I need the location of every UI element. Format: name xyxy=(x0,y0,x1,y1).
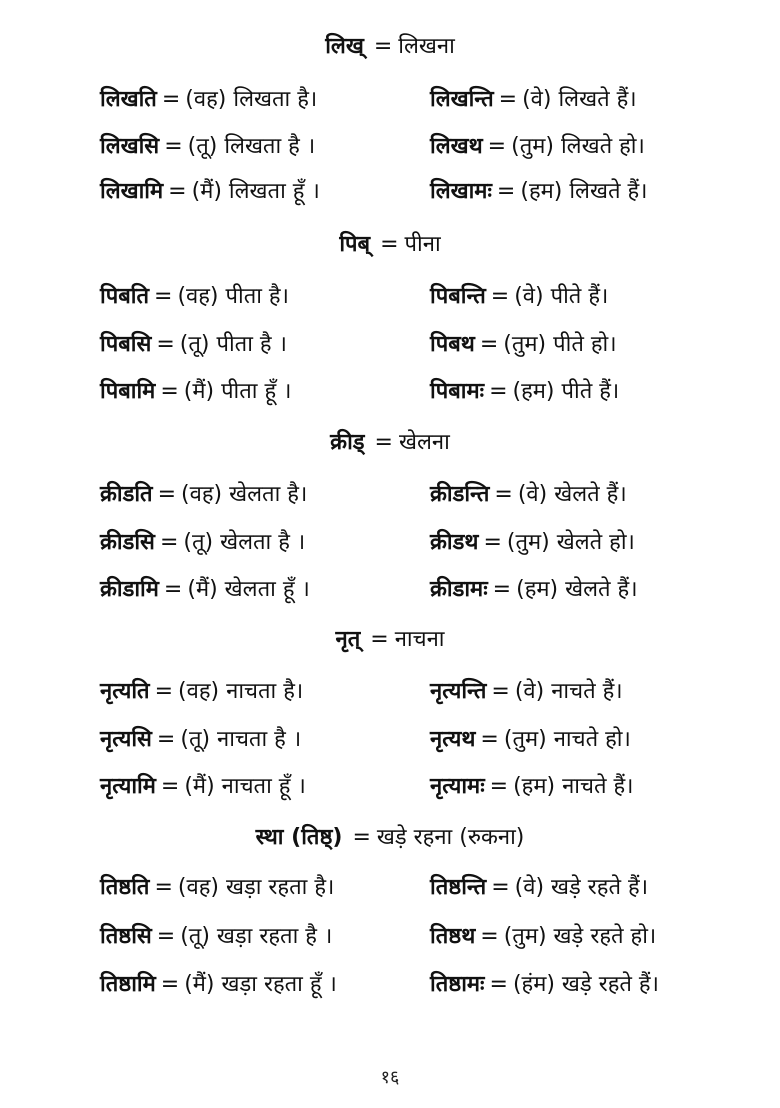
equals-sign: = xyxy=(154,679,174,704)
verb-gloss: (तुम) खड़े रहते हो। xyxy=(503,924,657,949)
verb-form: पिबन्ति xyxy=(430,284,486,309)
verb-meaning: पीना xyxy=(404,232,441,257)
equals-sign: = xyxy=(352,825,371,850)
verb-form: तिष्ठति xyxy=(100,875,150,900)
conjugation-row xyxy=(100,131,315,163)
equals-sign: = xyxy=(163,577,183,602)
verb-gloss: (वह) नाचता है। xyxy=(178,679,304,704)
verb-gloss: (वे) खेलते हैं। xyxy=(517,482,627,507)
equals-sign: = xyxy=(489,379,508,404)
verb-gloss: (तुम) पीते हो। xyxy=(503,332,617,357)
verb-root: नृत् xyxy=(335,627,361,652)
equals-sign: = xyxy=(156,924,176,949)
conjugation-row xyxy=(100,527,305,559)
verb-form: नृत्यामि xyxy=(100,774,156,799)
verb-form: लिखथ xyxy=(430,134,483,159)
verb-gloss: (वे) खड़े रहते हैं। xyxy=(514,875,649,900)
verb-form: नृत्यथ xyxy=(430,727,476,752)
verb-form: नृत्यन्ति xyxy=(430,679,487,704)
verb-root: पिब् xyxy=(339,232,371,257)
verb-form: लिखसि xyxy=(100,134,160,159)
equals-sign: = xyxy=(480,924,499,949)
conjugation-row xyxy=(430,281,608,313)
verb-form: क्रीडति xyxy=(100,482,153,507)
verb-gloss: (तू) नाचता है । xyxy=(180,727,302,752)
section-heading xyxy=(0,427,780,459)
conjugation-row xyxy=(100,574,310,606)
conjugation-row xyxy=(100,921,332,953)
verb-form: नृत्यसि xyxy=(100,727,152,752)
verb-root: क्रीड् xyxy=(330,430,365,455)
verb-form: लिखन्ति xyxy=(430,87,494,112)
verb-gloss: (तू) खेलता है । xyxy=(183,530,306,555)
verb-gloss: (मैं) खेलता हूँ । xyxy=(187,577,310,602)
equals-sign: = xyxy=(374,430,393,455)
verb-gloss: (तुम) नाचते हो। xyxy=(503,727,631,752)
conjugation-row xyxy=(430,969,659,1001)
verb-gloss: (वह) खड़ा रहता है। xyxy=(177,875,335,900)
equals-sign: = xyxy=(160,972,180,997)
verb-gloss: (तुम) खेलते हो। xyxy=(506,530,635,555)
equals-sign: = xyxy=(487,134,507,159)
conjugation-row xyxy=(430,131,645,163)
verb-root: लिख् xyxy=(325,34,364,59)
equals-sign: = xyxy=(154,875,173,900)
equals-sign: = xyxy=(160,774,180,799)
verb-gloss: (वह) लिखता है। xyxy=(185,87,318,112)
equals-sign: = xyxy=(161,87,181,112)
verb-form: तिष्ठथ xyxy=(430,924,476,949)
verb-form: तिष्ठामः xyxy=(430,972,485,997)
equals-sign: = xyxy=(494,482,513,507)
equals-sign: = xyxy=(370,627,389,652)
verb-meaning: खेलना xyxy=(398,430,450,455)
conjugation-row xyxy=(100,771,306,803)
verb-form: क्रीडामः xyxy=(430,577,488,602)
verb-gloss: (हम) नाचते हैं। xyxy=(513,774,634,799)
page-number: १६ xyxy=(380,1067,400,1088)
verb-form: लिखामः xyxy=(430,179,492,204)
equals-sign: = xyxy=(490,284,510,309)
verb-gloss: (मैं) लिखता हूँ । xyxy=(191,179,320,204)
conjugation-row xyxy=(100,376,292,408)
equals-sign: = xyxy=(489,774,509,799)
verb-gloss: (मैं) खड़ा रहता हूँ । xyxy=(184,972,337,997)
verb-form: तिष्ठामि xyxy=(100,972,156,997)
conjugation-row xyxy=(430,376,619,408)
equals-sign: = xyxy=(157,482,177,507)
verb-root: स्था (तिष्ठ्) xyxy=(255,825,343,850)
verb-gloss: (वह) खेलता है। xyxy=(181,482,308,507)
verb-form: तिष्ठसि xyxy=(100,924,152,949)
verb-form: पिबामि xyxy=(100,379,156,404)
conjugation-row xyxy=(100,176,320,208)
equals-sign: = xyxy=(168,179,187,204)
equals-sign: = xyxy=(159,530,179,555)
section-heading xyxy=(0,31,780,63)
conjugation-row xyxy=(100,872,334,904)
verb-gloss: (तुम) लिखते हो। xyxy=(511,134,645,159)
verb-gloss: (मैं) पीता हूँ । xyxy=(183,379,292,404)
conjugation-row xyxy=(430,724,631,756)
equals-sign: = xyxy=(491,679,510,704)
verb-form: लिखति xyxy=(100,87,157,112)
conjugation-row xyxy=(100,281,289,313)
verb-form: पिबथ xyxy=(430,332,475,357)
verb-form: नृत्यामः xyxy=(430,774,485,799)
equals-sign: = xyxy=(164,134,183,159)
verb-form: क्रीडन्ति xyxy=(430,482,490,507)
verb-gloss: (वे) लिखते हैं। xyxy=(522,87,637,112)
verb-gloss: (वे) नाचते हैं। xyxy=(514,679,623,704)
verb-form: लिखामि xyxy=(100,179,164,204)
conjugation-row xyxy=(430,527,635,559)
verb-form: क्रीडथ xyxy=(430,530,479,555)
equals-sign: = xyxy=(492,577,512,602)
conjugation-row xyxy=(430,479,627,511)
conjugation-row xyxy=(430,176,648,208)
conjugation-row xyxy=(100,969,337,1001)
verb-gloss: (तू) खड़ा रहता है । xyxy=(180,924,333,949)
verb-meaning: नाचना xyxy=(394,627,445,652)
equals-sign: = xyxy=(491,875,510,900)
verb-form: पिबसि xyxy=(100,332,152,357)
conjugation-row xyxy=(430,84,637,116)
conjugation-row xyxy=(100,724,301,756)
equals-sign: = xyxy=(380,232,399,257)
verb-gloss: (वह) पीता है। xyxy=(177,284,289,309)
equals-sign: = xyxy=(154,284,173,309)
verb-meaning: लिखना xyxy=(398,34,455,59)
conjugation-row xyxy=(430,574,638,606)
verb-gloss: (मैं) नाचता हूँ । xyxy=(184,774,306,799)
verb-form: क्रीडामि xyxy=(100,577,159,602)
equals-sign: = xyxy=(156,727,176,752)
equals-sign: = xyxy=(496,179,516,204)
equals-sign: = xyxy=(160,379,179,404)
equals-sign: = xyxy=(373,34,393,59)
conjugation-row xyxy=(100,329,287,361)
equals-sign: = xyxy=(483,530,502,555)
section-heading xyxy=(0,229,780,261)
conjugation-row xyxy=(100,479,307,511)
conjugation-row xyxy=(430,872,648,904)
equals-sign: = xyxy=(489,972,508,997)
equals-sign: = xyxy=(479,332,499,357)
equals-sign: = xyxy=(498,87,518,112)
verb-gloss: (वे) पीते हैं। xyxy=(514,284,609,309)
equals-sign: = xyxy=(480,727,499,752)
conjugation-row xyxy=(430,676,623,708)
equals-sign: = xyxy=(156,332,175,357)
verb-form: क्रीडसि xyxy=(100,530,155,555)
conjugation-row xyxy=(430,329,617,361)
verb-meaning: खड़े रहना (रुकना) xyxy=(376,825,525,850)
conjugation-row xyxy=(430,771,634,803)
conjugation-row xyxy=(100,676,303,708)
verb-form: नृत्यति xyxy=(100,679,150,704)
verb-gloss: (हम) लिखते हैं। xyxy=(520,179,648,204)
conjugation-row xyxy=(430,921,656,953)
section-heading xyxy=(0,822,780,854)
verb-gloss: (हम) खेलते हैं। xyxy=(516,577,638,602)
verb-gloss: (तू) पीता है । xyxy=(179,332,287,357)
verb-form: पिबति xyxy=(100,284,149,309)
section-heading xyxy=(0,624,780,656)
conjugation-row xyxy=(100,84,317,116)
verb-form: पिबामः xyxy=(430,379,485,404)
verb-gloss: (तू) लिखता है । xyxy=(187,134,316,159)
verb-gloss: (हंम) खड़े रहते हैं। xyxy=(512,972,659,997)
verb-form: तिष्ठन्ति xyxy=(430,875,487,900)
verb-gloss: (हम) पीते हैं। xyxy=(512,379,620,404)
